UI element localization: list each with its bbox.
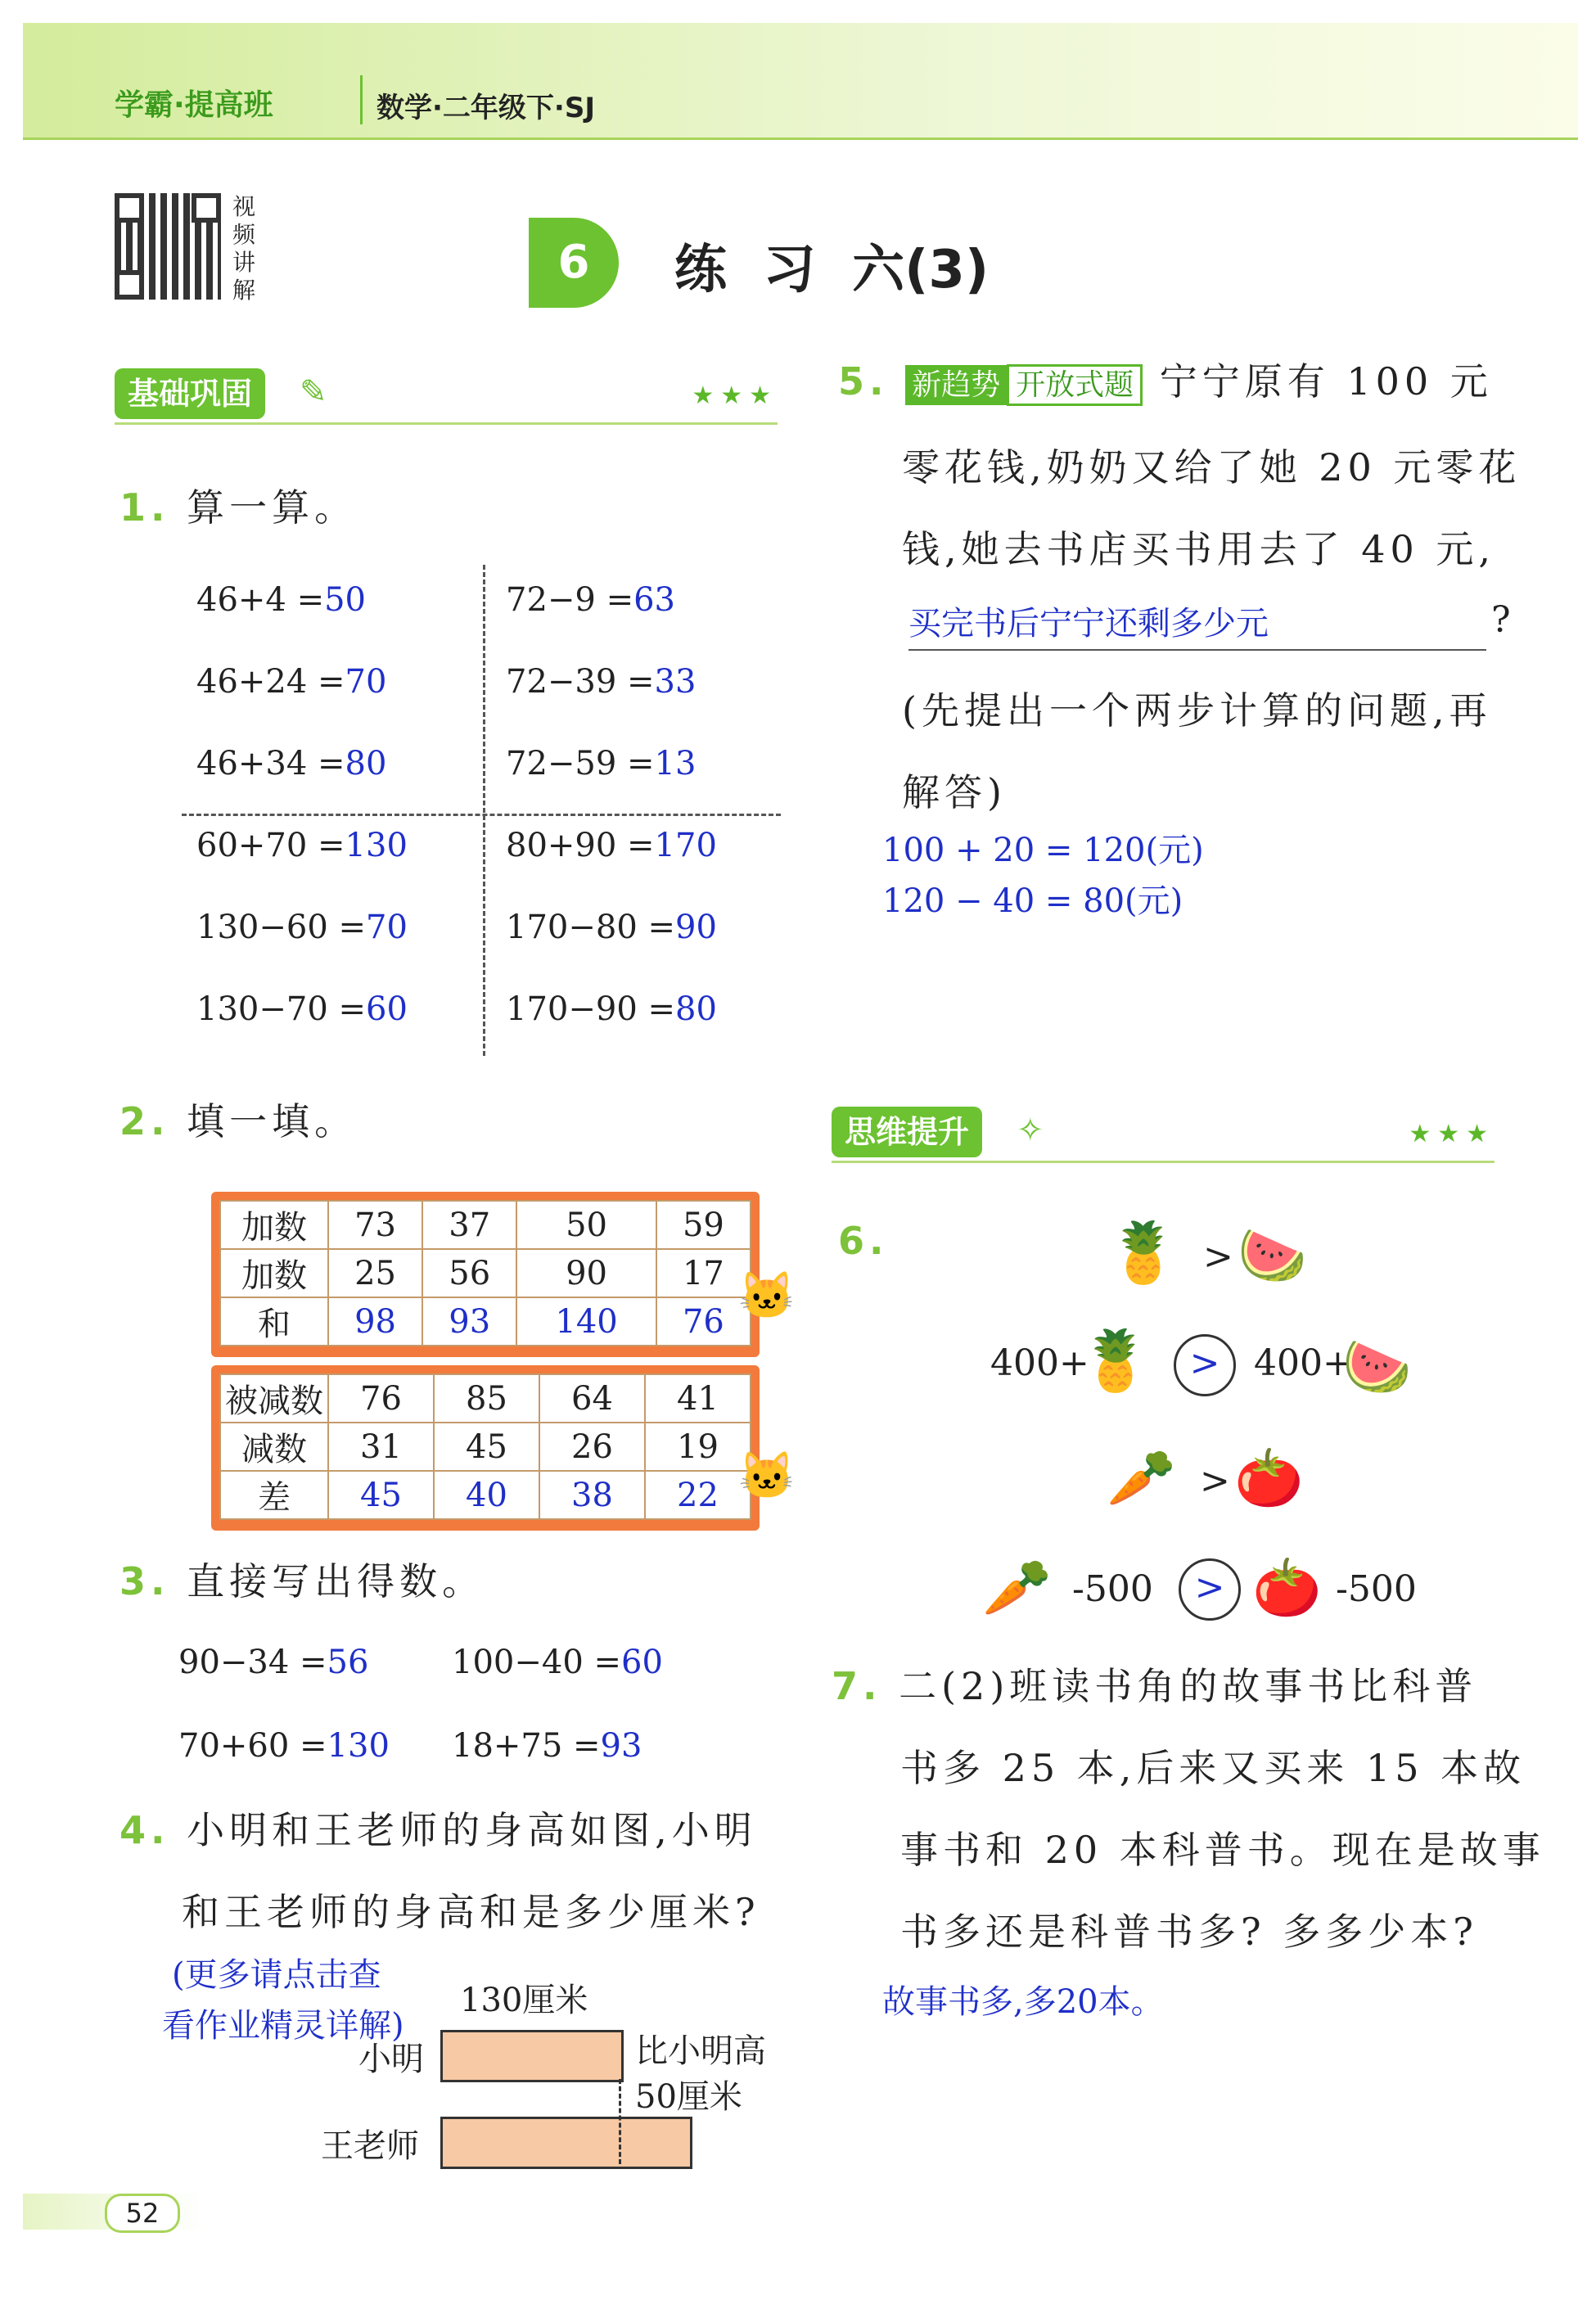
equation: 46+24 =70 — [196, 663, 387, 701]
minus-500-right: -500 — [1336, 1568, 1417, 1610]
q4-length-label: 130厘米 — [460, 1982, 588, 2019]
q7-answer: 故事书多,多20本。 — [882, 1983, 1164, 2021]
carrot-icon: 🥕 — [982, 1556, 1052, 1621]
q5-solution: 100 + 20 = 120(元) 120 − 40 = 80(元) — [882, 832, 1204, 920]
q5-question-mark: ? — [1491, 599, 1511, 641]
subtraction-table-frame — [211, 1365, 760, 1531]
difficulty-stars: ★★★ — [692, 381, 778, 410]
cat-mascot-icon: 🐱 — [738, 1270, 796, 1323]
qr-code-icon[interactable] — [115, 193, 221, 300]
series-brand: 学霸·提高班 — [115, 88, 273, 122]
q1-left-column — [196, 581, 408, 1072]
teacher-label: 王老师 — [321, 2127, 419, 2165]
xiaoming-label: 小明 — [358, 2041, 424, 2078]
equation: 72−39 =33 — [506, 663, 697, 701]
watermelon-icon: 🍉 — [1342, 1335, 1412, 1400]
carrot-icon: 🥕 — [1107, 1446, 1176, 1511]
q7-prompt: 7. 二(2)班读书角的故事书比科普 书多 25 本,后来又买来 15 本故 事书和 20 本科普书。现在是故事 书多还是科普书多? 多多少本? — [832, 1664, 1545, 1954]
page-header — [23, 23, 1578, 140]
subject-label: 数学·二年级下·SJ — [376, 92, 595, 124]
trend-tag: 新趋势 — [905, 365, 1007, 405]
answer-circle-2[interactable]: > — [1179, 1558, 1241, 1621]
cat-mascot-icon: 🐱 — [738, 1450, 796, 1503]
addition-table-frame — [211, 1192, 760, 1357]
section-basic-header — [115, 368, 778, 425]
tomato-icon: 🍅 — [1252, 1556, 1322, 1621]
teacher-bar — [440, 2117, 692, 2169]
sparkle-icon: ✧ — [1017, 1112, 1044, 1149]
section-advanced-label: 思维提升 — [832, 1107, 982, 1157]
equation: 46+34 =80 — [196, 745, 387, 782]
q3-item: 18+75 =93 — [452, 1727, 642, 1765]
xiaoming-bar — [440, 2030, 624, 2082]
equation: 60+70 =130 — [196, 827, 408, 864]
q1-right-column — [506, 581, 717, 1072]
plus-400-right: 400+ — [1254, 1342, 1353, 1384]
equation: 72−9 =63 — [506, 581, 675, 619]
section-advanced-header — [832, 1107, 1495, 1163]
pineapple-icon: 🍍 — [1107, 1218, 1180, 1287]
q1-prompt: 1. 算一算。 — [119, 485, 358, 530]
subtraction-table: 被减数 76 85 64 41 减数 31 45 26 19 差 45 40 38 22 — [219, 1373, 751, 1520]
q1-vertical-divider — [483, 565, 485, 1056]
q5-proposed-question: 买完书后宁宁还剩多少元 — [908, 598, 1486, 651]
difficulty-stars: ★★★ — [1409, 1120, 1495, 1148]
equation: 170−90 =80 — [506, 990, 717, 1028]
equation: 130−70 =60 — [196, 990, 408, 1028]
section-basic-label: 基础巩固 — [115, 368, 265, 419]
header-divider — [360, 75, 363, 124]
q3-item: 90−34 =56 — [178, 1644, 369, 1681]
minus-500-left: -500 — [1072, 1568, 1153, 1610]
q3-item: 100−40 =60 — [452, 1644, 663, 1681]
q6-number: 6. — [838, 1219, 889, 1263]
q5-instructions: (先提出一个两步计算的问题,再 解答) — [902, 688, 1492, 814]
q3-prompt: 3. 直接写出得数。 — [119, 1559, 485, 1603]
q3-item: 70+60 =130 — [178, 1727, 390, 1765]
q4-prompt: 4. 小明和王老师的身高如图,小明 和王老师的身高和是多少厘米? — [119, 1808, 760, 1934]
equation: 72−59 =13 — [506, 745, 697, 782]
equation: 130−60 =70 — [196, 909, 408, 946]
plus-400-left: 400+ — [990, 1342, 1089, 1384]
watermelon-icon: 🍉 — [1238, 1224, 1307, 1288]
answer-circle-1[interactable]: > — [1174, 1334, 1236, 1396]
equation: 46+4 =50 — [196, 581, 366, 619]
difference-label: 比小明高 50厘米 — [635, 2032, 766, 2116]
page-title: 练 习 六(3) — [674, 240, 990, 300]
comparison-dashed-line — [619, 2079, 621, 2164]
q4-note: (更多请点击查 看作业精灵详解) — [162, 1956, 404, 2045]
gt-sign: > — [1203, 1236, 1233, 1278]
qr-caption: 视 频 讲 解 — [232, 193, 256, 304]
equation: 80+90 =170 — [506, 827, 717, 864]
equation: 170−80 =90 — [506, 909, 717, 946]
q5-prompt: 5. 新趋势 开放式题 宁宁原有 100 元 零花钱,奶奶又给了她 20 元零花 钱,她去书店买书用去了 40 元, — [838, 359, 1522, 571]
pencil-icon: ✎ — [300, 373, 327, 411]
addition-table: 加数 73 37 50 59 加数 25 56 90 17 和 98 93 140 76 — [219, 1200, 751, 1346]
pineapple-icon: 🍍 — [1079, 1326, 1152, 1395]
q2-prompt: 2. 填一填。 — [119, 1099, 358, 1143]
gt-sign: > — [1200, 1460, 1230, 1502]
page-number: 52 — [105, 2194, 180, 2233]
open-question-tag: 开放式题 — [1007, 364, 1143, 406]
tomato-icon: 🍅 — [1234, 1446, 1304, 1511]
lesson-badge: 6 — [529, 218, 619, 308]
